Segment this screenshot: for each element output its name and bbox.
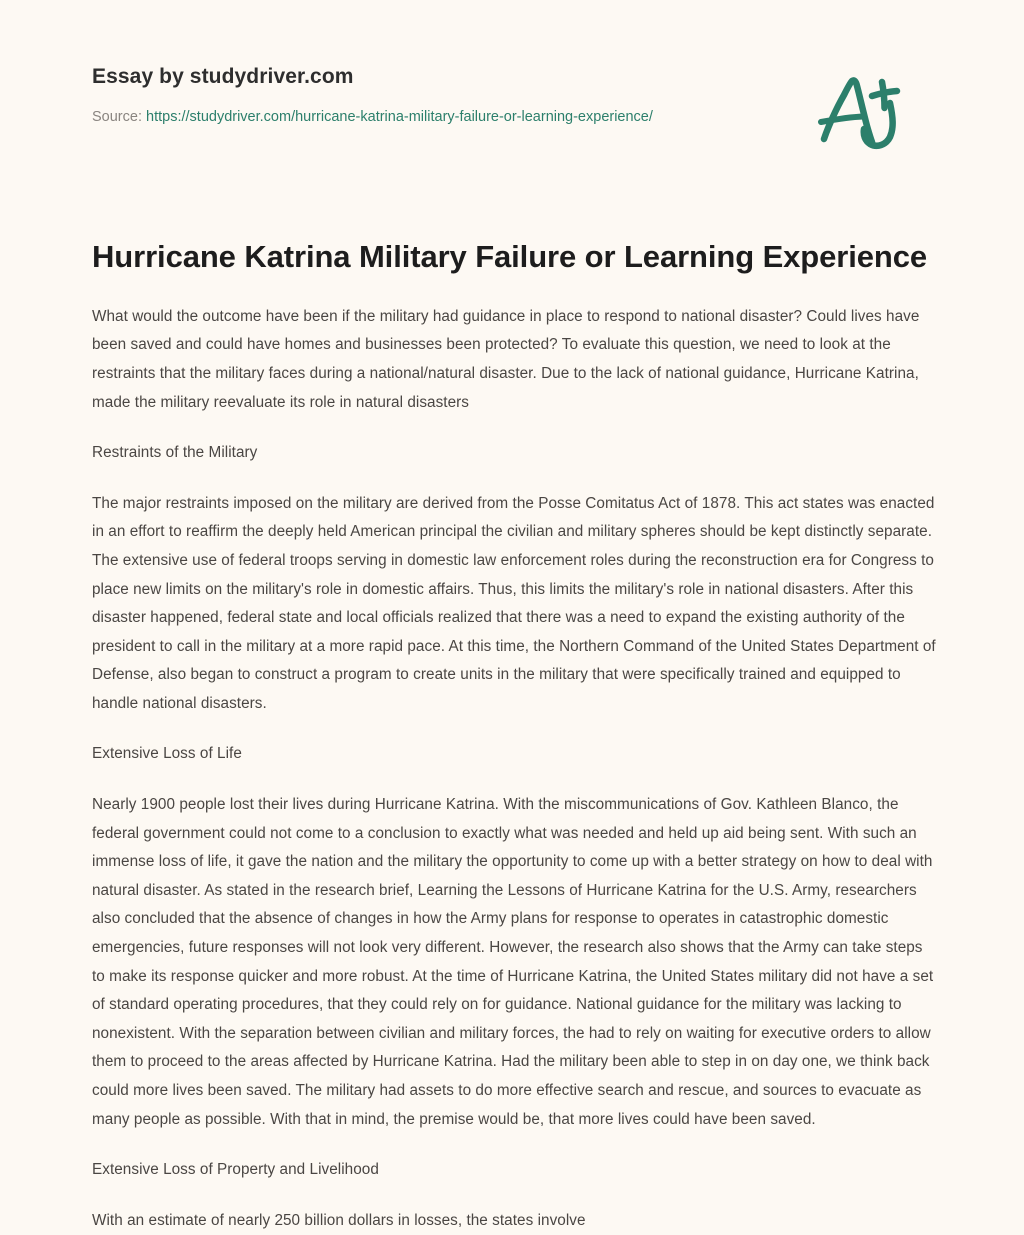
- page-title: Hurricane Katrina Military Failure or Learning Experience: [92, 239, 928, 274]
- body-paragraph: The major restraints imposed on the military are derived from the Posse Comitatus Act of 1878. This act states was enacted in an effort to reaffirm the deeply held American principal the civilian and military spheres should be kept distinctly separate. The extensive use of federal troops serving in domestic law enforcement roles during the reconstruction era for Congress to place new limits on the military's role in domestic affairs. Thus, this limits the military's role in national disasters. After this disaster happened, federal state and local officials realized that there was a need to expand the existing authority of the president to call in the military at a more rapid pace. At this time, the Northern Command of the United States Department of Defense, also began to construct a program to create units in the military that were specifically trained and equipped to handle national disasters.: [92, 494, 936, 712]
- body-paragraph: With an estimate of nearly 250 billion dollars in losses, the states involve: [92, 1211, 586, 1229]
- brand-title: Essay by studydriver.com: [92, 65, 354, 88]
- content-blocks: [92, 277, 936, 1235]
- section-subheading: Extensive Loss of Life: [92, 745, 242, 763]
- article-body: [0, 154, 1024, 1235]
- body-paragraph: Nearly 1900 people lost their lives during Hurricane Katrina. With the miscommunications of Gov. Kathleen Blanco, the federal government could not come to a conclusion to exactly what was needed and held up aid being sent. With such an immense loss of life, it gave the nation and the military the opportunity to come up with a better strategy on how to deal with natural disaster. As stated in the research brief, Learning the Lessons of Hurricane Katrina for the U.S. Army, researchers also concluded that the absence of changes in how the Army plans for response to operates in catastrophic domestic emergencies, future responses will not look very different. However, the research also shows that the Army can take steps to make its response quicker and more robust. At the time of Hurricane Katrina, the United States military did not have a set of standard operating procedures, that they could rely on for guidance. National guidance for the military was lacking to nonexistent. With the separation between civilian and military forces, the had to rely on waiting for executive orders to allow them to proceed to the areas affected by Hurricane Katrina. Had the military been able to step in on day one, we think back could more lives been saved. The military had assets to do more effective search and rescue, and sources to evacuate as many people as possible. With that in mind, the premise would be, that more lives could have been saved.: [92, 796, 934, 1128]
- a-plus-logo-icon: [814, 70, 906, 154]
- page-header: [0, 0, 1024, 154]
- source-url-link[interactable]: https://studydriver.com/hurricane-katrina-military-failure-or-learning-experience/: [146, 109, 653, 126]
- body-paragraph: What would the outcome have been if the military had guidance in place to respond to national disaster? Could lives have been saved and could have homes and businesses been protected? To evaluate this question, we need to look at the restraints that the military faces during a national/natural disaster. Due to the lack of national guidance, Hurricane Katrina, made the military reevaluate its role in natural disasters: [92, 307, 920, 411]
- source-label: Source:: [92, 109, 142, 126]
- section-subheading: Extensive Loss of Property and Livelihood: [92, 1161, 379, 1179]
- source-line: [92, 108, 653, 127]
- header-text-group: [92, 62, 653, 127]
- section-subheading: Restraints of the Military: [92, 444, 258, 462]
